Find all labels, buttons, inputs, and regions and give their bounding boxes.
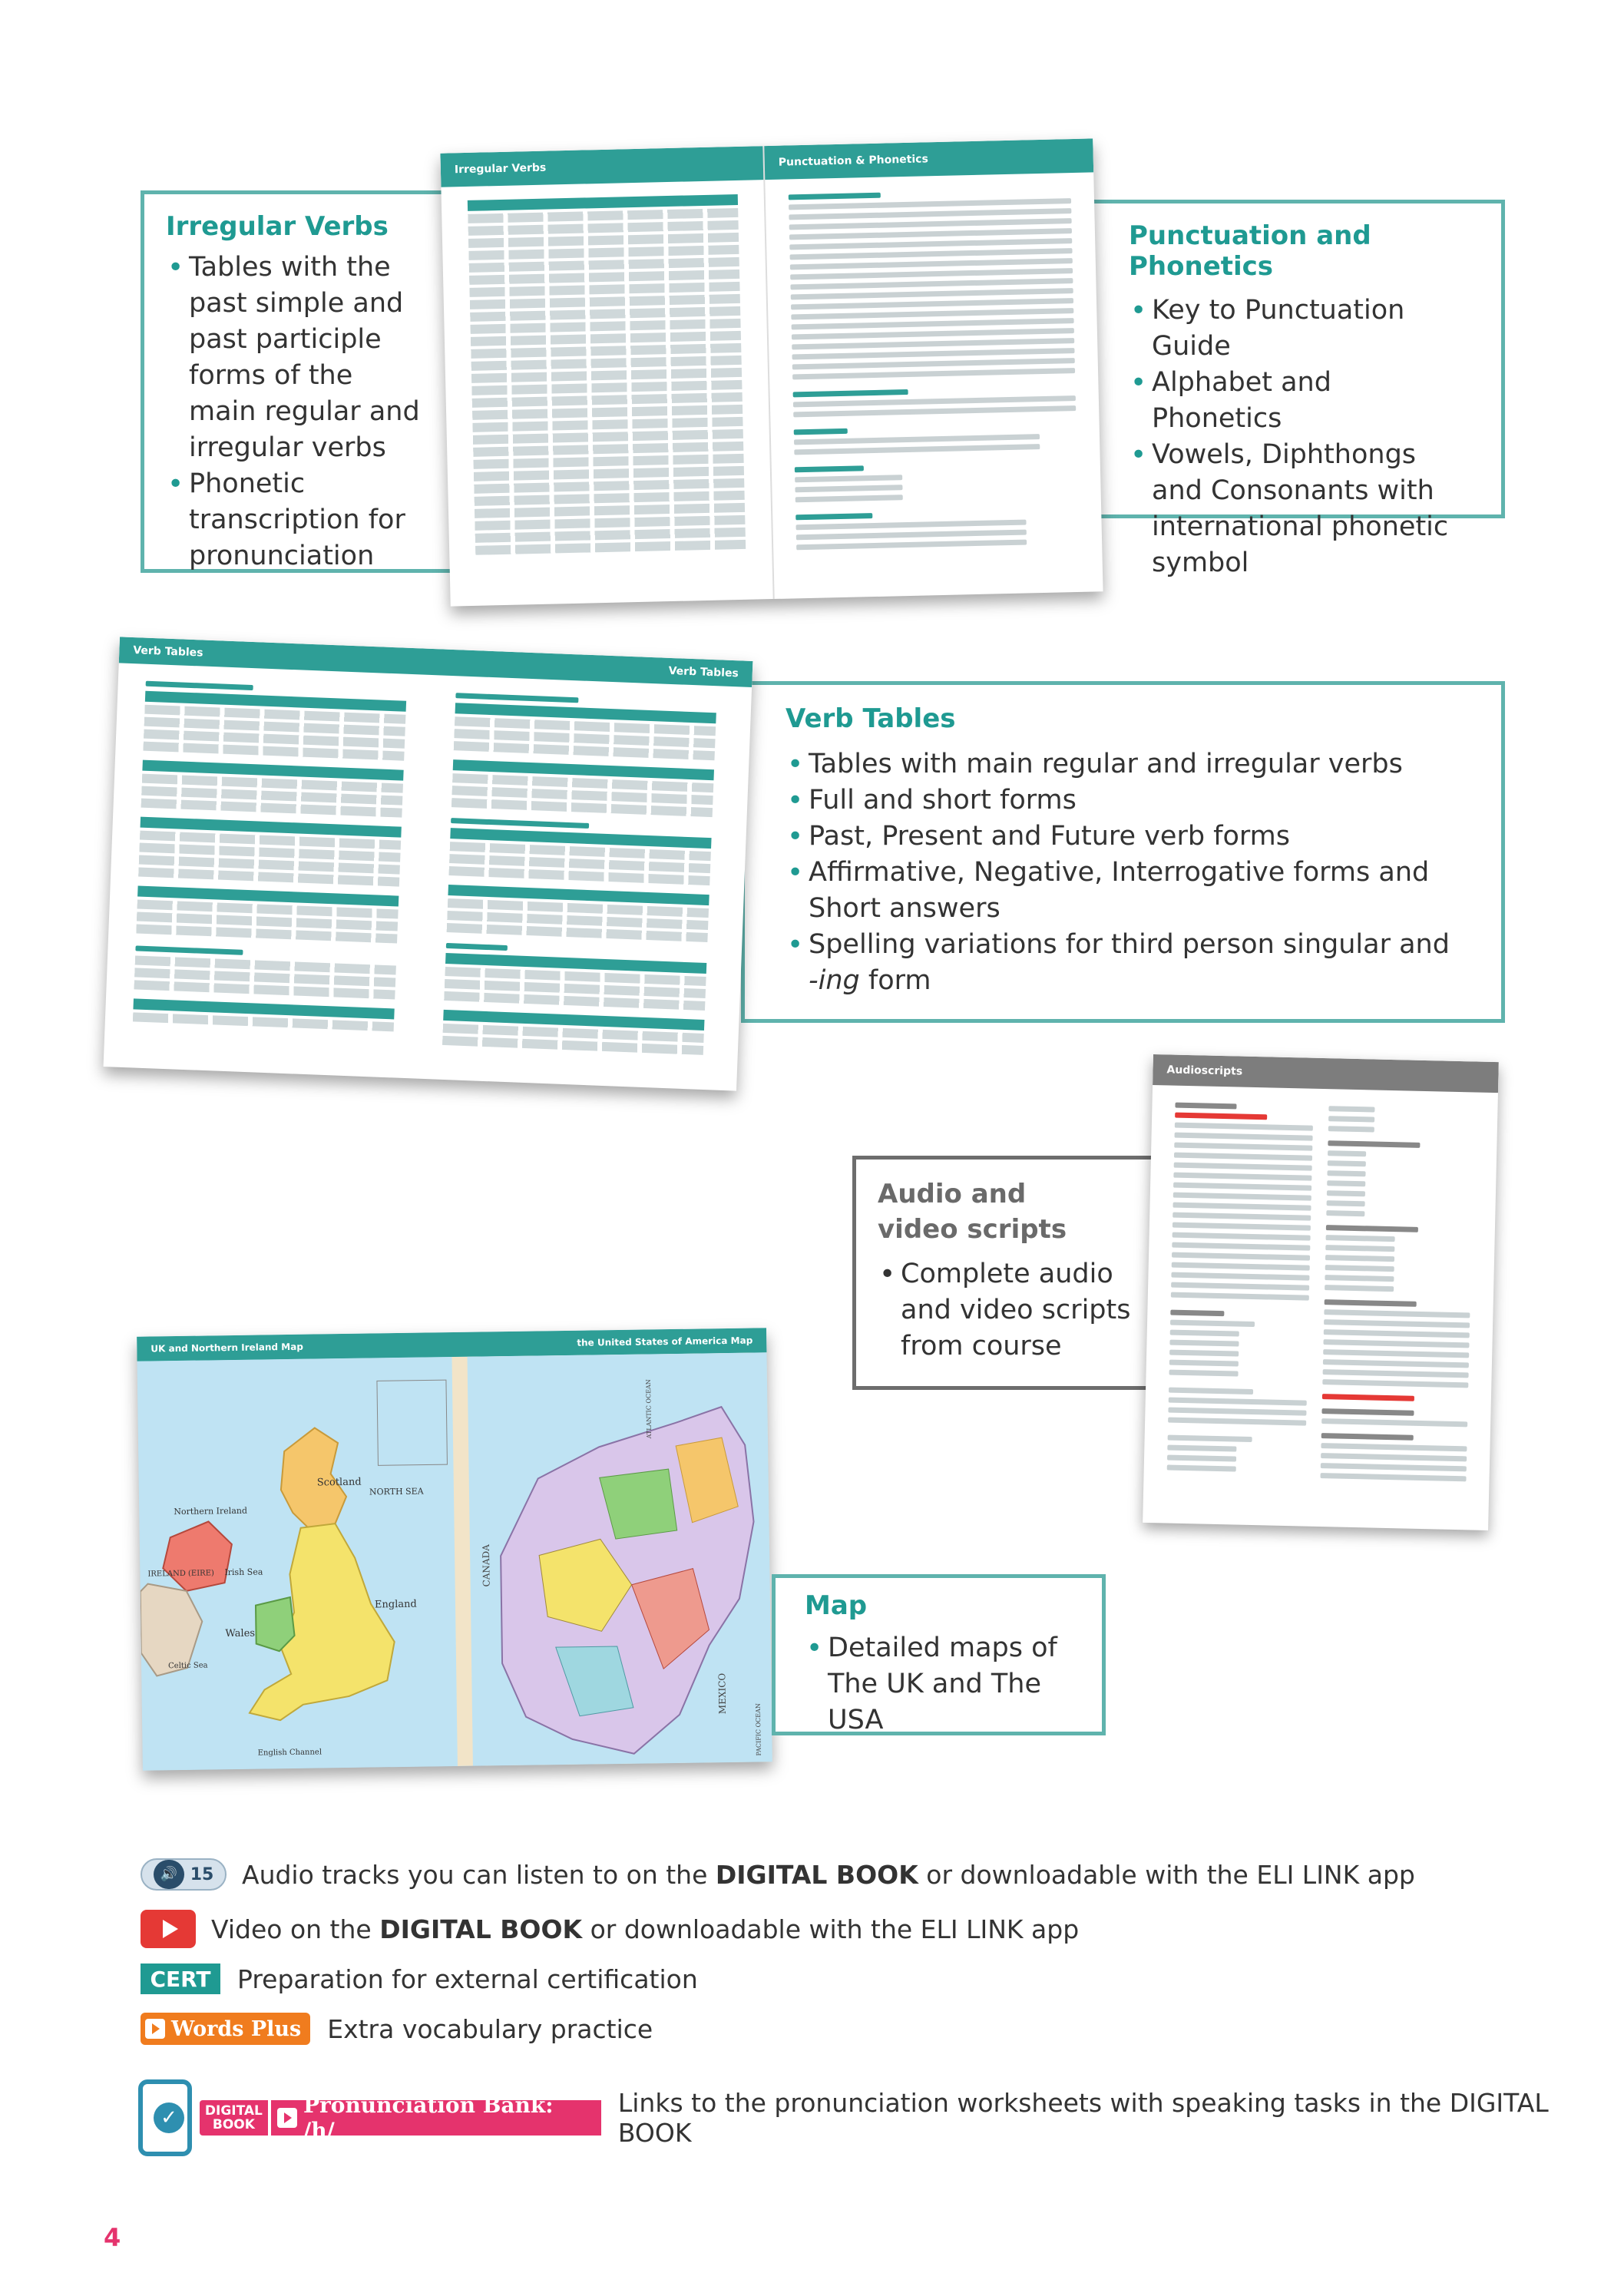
audio-scripts-callout <box>852 1156 1179 1390</box>
punctuation-callout <box>1071 200 1505 578</box>
verb-tables-title: Verb Tables <box>786 703 956 734</box>
audio-legend-text: Audio tracks you can listen to on the DIGITAL BOOK or downloadable with the ELI LINK app <box>242 1859 1415 1890</box>
map-title: Map <box>805 1590 868 1621</box>
uk-map-header: UK and Northern Ireland Map <box>150 1341 303 1355</box>
words-plus-arrow-icon <box>145 2019 165 2039</box>
wales-label: Wales <box>225 1627 256 1640</box>
legend-audio <box>141 1858 1415 1891</box>
video-legend-text: Video on the DIGITAL BOOK or downloadable with the ELI LINK app <box>211 1914 1080 1944</box>
verb-tables-spread <box>104 637 753 1090</box>
audio-scripts-bullet-1: • Complete audio and video scripts from course <box>878 1256 1139 1365</box>
punctuation-page-header: Punctuation & Phonetics <box>764 138 1093 180</box>
speaker-icon: 🔊 <box>154 1860 184 1889</box>
cert-legend-text: Preparation for external certification <box>237 1964 698 1994</box>
pacific-label: PACIFIC OCEAN <box>754 1703 762 1756</box>
legend-video <box>141 1910 1079 1948</box>
verb-tables-bullet-5: • Spelling variations for third person singular and -ing form <box>786 927 1461 999</box>
verb-tables-right-page <box>442 688 717 1058</box>
england-label: England <box>374 1598 417 1611</box>
punctuation-page <box>764 138 1103 599</box>
punctuation-bullet-1: • Key to Punctuation Guide <box>1129 293 1459 365</box>
irregular-verbs-bullet-1: • Tables with the past simple and past participle forms of the main regular and irregular verbs <box>166 250 427 466</box>
words-plus-badge: Words Plus <box>141 2013 310 2045</box>
audioscripts-page-header: Audioscripts <box>1153 1054 1499 1093</box>
verb-tables-bullet-2: • Full and short forms <box>786 782 1461 819</box>
pronunciation-bank-badge: Pronunciation Bank: /h/ <box>271 2100 601 2136</box>
verb-tables-bullet-1: • Tables with main regular and irregular verbs <box>786 746 1461 782</box>
map-bullet-1: • Detailed maps of The UK and The USA <box>805 1630 1081 1739</box>
video-play-icon <box>141 1910 196 1948</box>
audio-badge-number: 15 <box>190 1864 214 1884</box>
verb-tables-bullet-4: • Affirmative, Negative, Interrogative forms and Short answers <box>786 855 1461 927</box>
cert-badge: CERT <box>141 1964 220 1994</box>
legend-cert <box>141 1964 698 1994</box>
verb-tables-callout <box>741 681 1505 1023</box>
irregular-verbs-bullet-2: • Phonetic transcription for pronunciation <box>166 466 427 574</box>
irregular-punctuation-spread <box>440 138 1103 606</box>
irregular-verbs-title: Irregular Verbs <box>166 211 389 242</box>
canada-label: CANADA <box>480 1544 492 1587</box>
celtic-sea-label: Celtic Sea <box>168 1661 208 1671</box>
irregular-verbs-callout <box>141 190 463 573</box>
audioscripts-page <box>1143 1054 1499 1530</box>
usa-map-header: the United States of America Map <box>577 1335 753 1348</box>
words-plus-legend-text: Extra vocabulary practice <box>327 2013 653 2044</box>
legend-pronunciation <box>138 2079 1624 2156</box>
irregular-verbs-page <box>440 146 774 606</box>
maps-image <box>137 1352 772 1770</box>
tablet-check-icon: ✓ <box>138 2079 192 2156</box>
punctuation-title: Punctuation and Phonetics <box>1129 220 1371 282</box>
ireland-label: IRELAND (EIRE) <box>147 1569 214 1579</box>
page-number: 4 <box>104 2223 121 2252</box>
mexico-label: MEXICO <box>716 1672 729 1715</box>
irish-sea-label: Irish Sea <box>224 1567 263 1578</box>
northern-ireland-label: Northern Ireland <box>174 1505 248 1517</box>
verb-tables-header-right: Verb Tables <box>668 664 739 680</box>
scotland-label: Scotland <box>316 1476 362 1489</box>
atlantic-label: ATLANTIC OCEAN <box>644 1379 653 1439</box>
digital-book-badge: DIGITAL BOOK <box>200 2100 268 2136</box>
verb-tables-header-left: Verb Tables <box>133 644 203 660</box>
pronunciation-legend-text: Links to the pronunciation worksheets with speaking tasks in the DIGITAL BOOK <box>617 2088 1549 2148</box>
english-channel-label: English Channel <box>257 1748 322 1758</box>
map-callout <box>772 1574 1106 1735</box>
punctuation-bullet-3: • Vowels, Diphthongs and Consonants with international phonetic symbol <box>1129 437 1459 581</box>
audio-badge <box>141 1858 227 1891</box>
audio-scripts-title: Audio and video scripts <box>878 1179 1067 1245</box>
verb-tables-left-page <box>133 677 407 1035</box>
verb-tables-bullet-3: • Past, Present and Future verb forms <box>786 819 1461 855</box>
north-sea-label: NORTH SEA <box>369 1486 424 1497</box>
maps-spread <box>137 1328 772 1770</box>
pronunciation-arrow-icon <box>277 2108 297 2128</box>
punctuation-bullet-2: • Alphabet and Phonetics <box>1129 365 1459 437</box>
irregular-verbs-page-header: Irregular Verbs <box>440 146 763 187</box>
legend-words-plus <box>141 2013 653 2045</box>
